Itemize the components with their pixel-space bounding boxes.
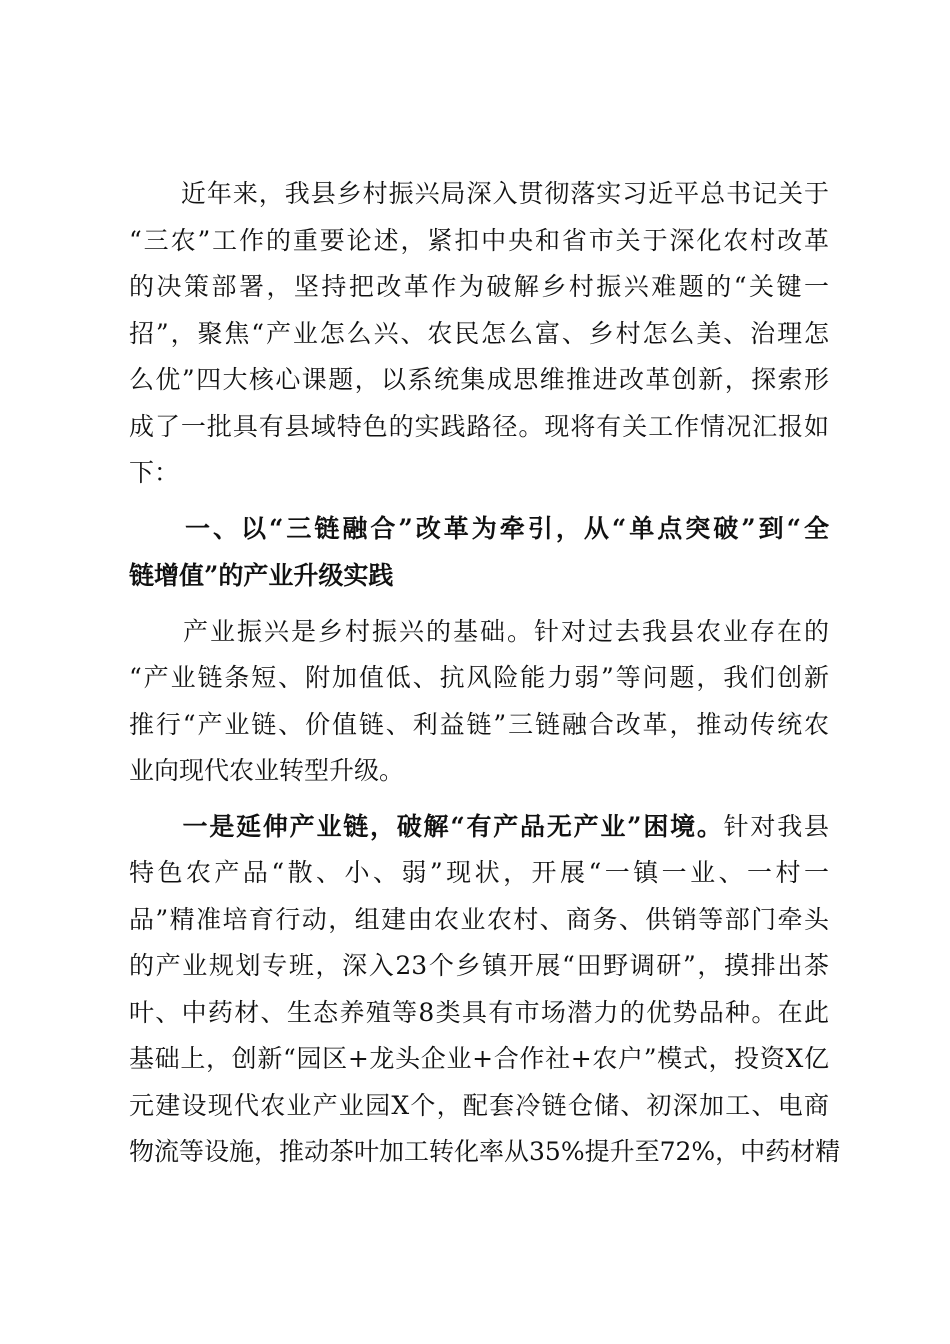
intro-line-5: 么优”四大核心课题，以系统集成思维推进改革创新，探索形 [129,365,829,394]
point-1-lead: 一是延伸产业链，破解“有产品无产业”困境。 [129,812,724,841]
point-1-line-2: 特色农产品“散、小、弱”现状，开展“一镇一业、一村一 [129,858,829,887]
section-1-line-2: “产业链条短、附加值低、抗风险能力弱”等问题，我们创新 [129,663,829,692]
intro-line-4: 招”，聚焦“产业怎么兴、农民怎么富、乡村怎么美、治理怎 [129,319,829,348]
intro-line-3: 的决策部署，坚持把改革作为破解乡村振兴难题的“关键一 [129,272,829,301]
point-1-line-6: 基础上，创新“园区+龙头企业+合作社+农户”模式，投资X亿 [129,1044,829,1073]
point-1-line-4: 的产业规划专班，深入23个乡镇开展“田野调研”，摸排出茶 [129,951,829,980]
point-1-line-5: 叶、中药材、生态养殖等8类具有市场潜力的优势品种。在此 [129,998,829,1027]
intro-line-2: “三农”工作的重要论述，紧扣中央和省市关于深化农村改革 [129,226,829,255]
intro-line-6: 成了一批具有县域特色的实践路径。现将有关工作情况汇报如 [129,412,829,441]
point-1-line-8: 物流等设施，推动茶叶加工转化率从35%提升至72%，中药材精 [129,1137,841,1166]
heading-1-line-1: 一、以“三链融合”改革为牵引，从“单点突破”到“全 [129,514,829,543]
section-1-line-4: 业向现代农业转型升级。 [129,756,405,785]
point-1-line-1 [129,804,829,850]
intro-line-7: 下： [129,458,180,487]
section-1-line-3: 推行“产业链、价值链、利益链”三链融合改革，推动传统农 [129,710,829,739]
intro-line-1: 近年来，我县乡村振兴局深入贯彻落实习近平总书记关于 [129,179,829,208]
section-1-line-1: 产业振兴是乡村振兴的基础。针对过去我县农业存在的 [129,617,829,646]
heading-1-line-2: 链增值”的产业升级实践 [129,561,394,590]
point-1-line-7: 元建设现代农业产业园X个，配套冷链仓储、初深加工、电商 [129,1091,829,1120]
point-1-line-3: 品”精准培育行动，组建由农业农村、商务、供销等部门牵头 [129,905,829,934]
point-1-lead-rest: 针对我县 [723,812,829,841]
